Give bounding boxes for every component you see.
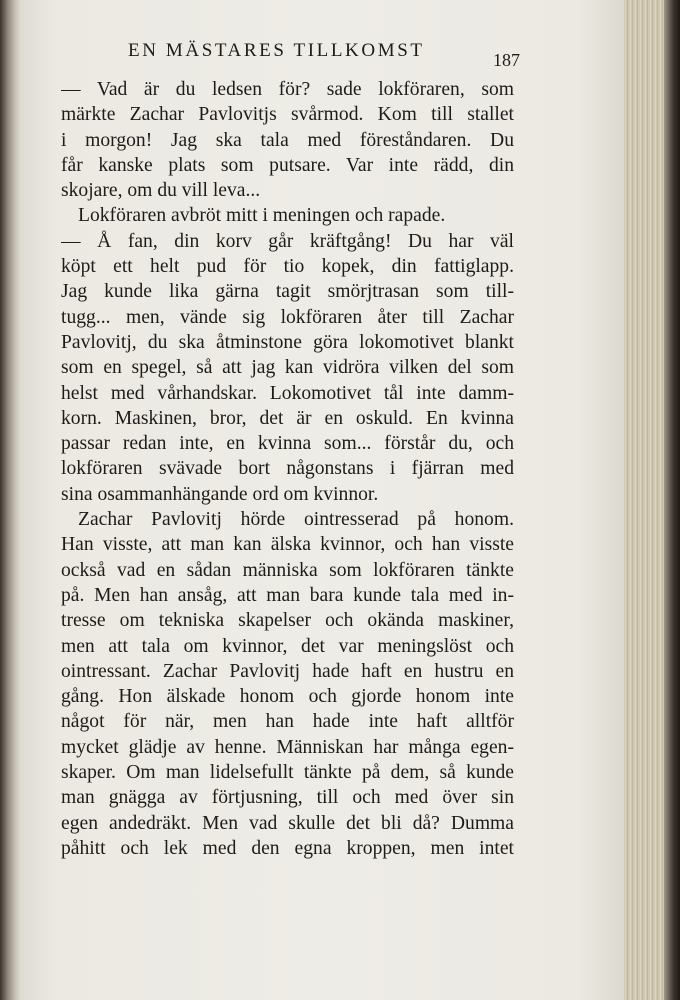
text-line: korn. Maskinen, bror, det är en oskuld. En kvinna — [61, 407, 514, 429]
text-line: Han visste, att man kan älska kvinnor, och han visste — [61, 534, 514, 556]
text-line: Zachar Pavlovitj hörde ointresserad på honom. — [78, 509, 514, 531]
text-line: passar redan inte, en kvinna som... förstår du, och — [61, 433, 514, 455]
text-line: Lokföraren avbröt mitt i meningen och rapade. — [78, 205, 446, 227]
book-edge-shadow — [664, 0, 680, 1000]
text-line: Jag kunde lika gärna tagit smörjtrasan som till- — [61, 281, 514, 303]
text-line: sina osammanhängande ord om kvinnor. — [61, 483, 379, 505]
text-line: — Vad är du ledsen för? sade lokföraren, som — [61, 79, 514, 100]
text-line: helst med vårhandskar. Lokomotivet tål inte damm- — [61, 382, 514, 404]
text-line: egen andedräkt. Men vad skulle det bli då? Dumma — [61, 812, 514, 834]
text-line: mycket glädje av henne. Människan har många egen- — [61, 736, 514, 758]
text-line: men att tala om kvinnor, det var meningslöst och — [61, 635, 514, 657]
text-line: gång. Hon älskade honom och gjorde honom inte — [61, 686, 514, 708]
text-line: påhitt och lek med den egna kroppen, men intet — [61, 837, 514, 859]
book-gutter — [0, 0, 22, 1000]
text-line: lokföraren svävade bort någonstans i fjärran med — [61, 458, 514, 480]
text-line: ointressant. Zachar Pavlovitj hade haft en hustru en — [61, 660, 514, 682]
text-line: får kanske plats som putsare. Var inte rädd, din — [61, 154, 514, 176]
text-line: tresse om tekniska skapelser och okända maskiner, — [61, 610, 514, 632]
text-line: något för när, men han hade inte haft alltför — [61, 711, 514, 733]
text-line: på. Men han ansåg, att man bara kunde tala med in- — [61, 584, 514, 606]
text-line: man gnägga av förtjusning, till och med över sin — [61, 787, 514, 809]
text-line: också vad en sådan människa som lokföraren tänkte — [61, 559, 514, 581]
text-line: skojare, om du vill leva... — [61, 180, 261, 202]
running-head: EN MÄSTARES TILLKOMST — [128, 40, 425, 61]
page-header — [128, 40, 520, 70]
text-line: som en spegel, så att jag kan vidröra vilken del som — [61, 357, 514, 379]
text-line: skaper. Om man lidelsefullt tänkte på dem, så kunde — [61, 762, 514, 784]
text-line: Pavlovitj, du ska åtminstone göra lokomotivet blankt — [61, 331, 514, 353]
page-number: 187 — [493, 50, 520, 70]
text-line: märkte Zachar Pavlovitjs svårmod. Kom till stallet — [61, 104, 514, 126]
text-line: tugg... men, vände sig lokföraren åter till Zachar — [61, 306, 514, 328]
body-text — [61, 77, 514, 861]
text-line: i morgon! Jag ska tala med föreståndaren. Du — [61, 129, 514, 151]
text-line: köpt ett helt pud för tio kopek, din fattiglapp. — [61, 256, 514, 278]
text-line: — Å fan, din korv går kräftgång! Du har väl — [61, 230, 514, 252]
